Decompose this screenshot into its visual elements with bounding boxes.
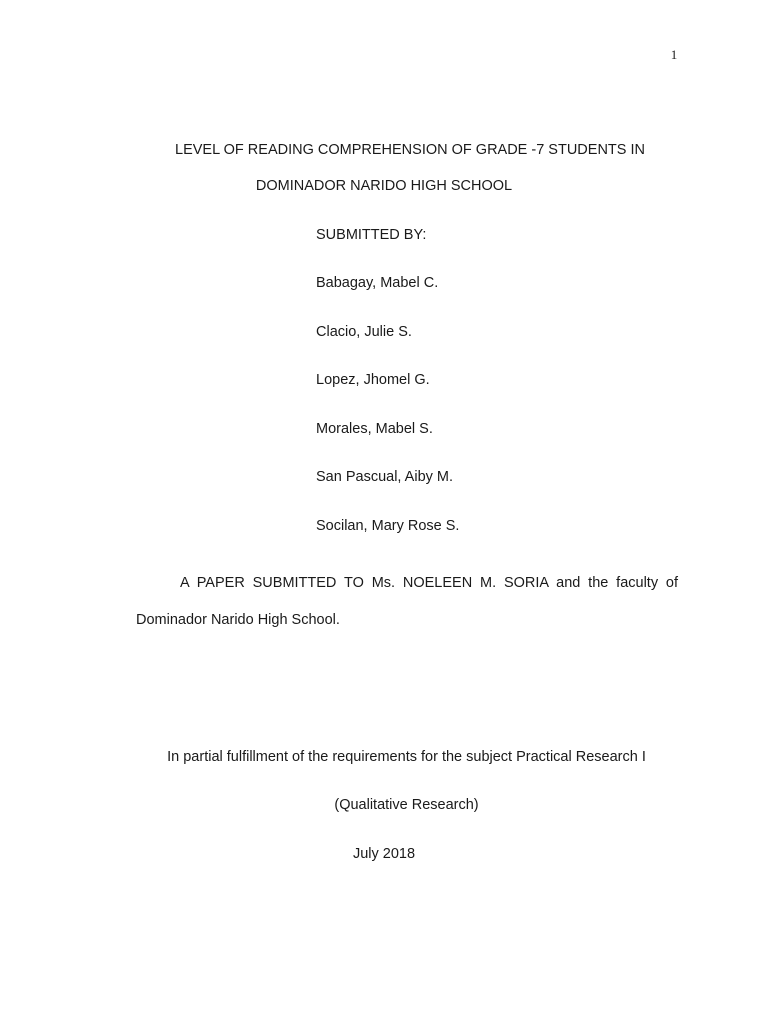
submitted-by-label: SUBMITTED BY: xyxy=(316,227,427,243)
author-name: San Pascual, Aiby M. xyxy=(316,469,454,485)
title-line-1: LEVEL OF READING COMPREHENSION OF GRADE -7 STUDENTS IN xyxy=(175,142,645,158)
author-name: Socilan, Mary Rose S. xyxy=(316,518,460,534)
author-name: Clacio, Julie S. xyxy=(316,324,412,340)
submission-date: July 2018 xyxy=(352,846,416,862)
fulfillment-statement: In partial fulfillment of the requirements for the subject Practical Research I xyxy=(167,749,646,765)
research-type: (Qualitative Research) xyxy=(334,797,479,813)
author-name: Morales, Mabel S. xyxy=(316,421,433,437)
author-name: Babagay, Mabel C. xyxy=(316,275,439,291)
submission-statement: A PAPER SUBMITTED TO Ms. NOELEEN M. SORIA and the faculty of Dominador Narido High School. xyxy=(136,575,678,628)
author-name: Lopez, Jhomel G. xyxy=(316,372,430,388)
title-line-2: DOMINADOR NARIDO HIGH SCHOOL xyxy=(255,178,513,194)
page-number: 1 xyxy=(670,47,678,62)
